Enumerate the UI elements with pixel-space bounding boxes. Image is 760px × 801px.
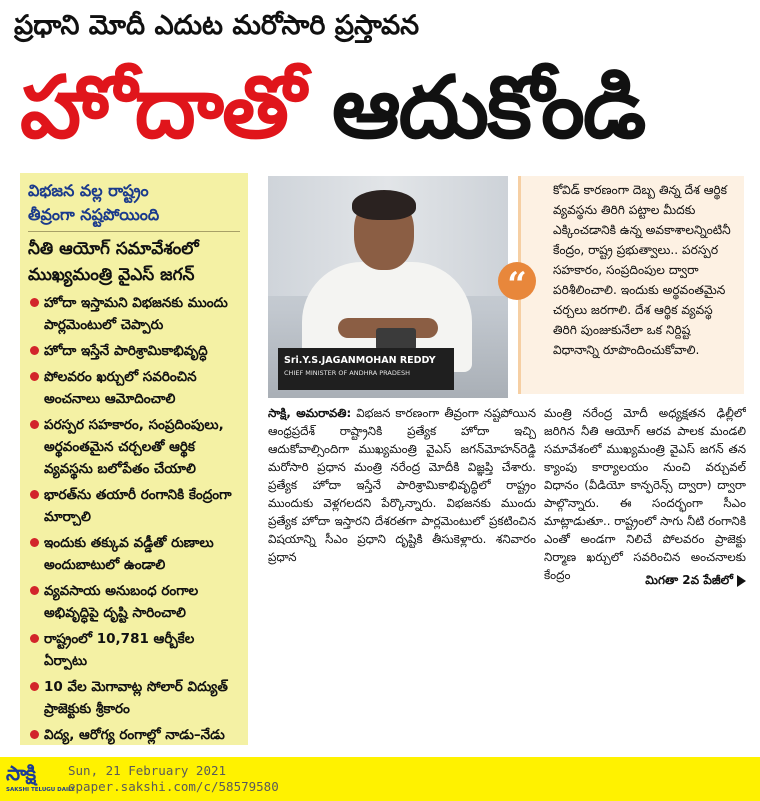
plaque-name: Sri.Y.S.JAGANMOHAN REDDY [284,355,436,366]
sidebar-subhead-2-line-2: ముఖ్యమంత్రి వైఎస్ జగన్ [28,265,195,285]
edition-date: Sun, 21 February 2021 [68,763,227,778]
highlight-item: 10 వేల మెగావాట్ల సోలార్ విద్యుత్ ప్రాజెక్టుకు శ్రీకారం [28,676,240,720]
continued-on-page-2[interactable] [620,570,746,590]
pull-quote-text: కోవిడ్ కారణంగా దెబ్బ తిన్న దేశ ఆర్థిక వ్యవస్థను తిరిగి పట్టాల మీదకు ఎక్కించడానికి ఉన్న అవకాశాలన్నింటినీ కేంద్రం, రాష్ట్ర ప్రభుత్వాలు.. పరస్పర సహకారం, సంప్రదింపుల ద్వారా పరిశీలించాలి. ఇందుకు అర్థవంతమైన చర్చలు జరగాలి. దేశ ఆర్థిక వ్యవస్థ తిరిగి పుంజుకునేలా ఒక నిర్దిష్ట విధానాన్ని రూపొందించుకోవాలి. [553,183,731,357]
quote-mark-icon: “ [498,262,536,300]
highlight-item: పరస్పర సహకారం, సంప్రదింపులు, అర్థవంతమైన చర్చలతో ఆర్థిక వ్యవస్థను బలోపేతం చేయాలి [28,414,240,480]
article-column-1-text: విభజన కారణంగా తీవ్రంగా నష్టపోయిన ఆంధ్రప్రదేశ్ రాష్ట్రానికి ప్రత్యేక హోదా ఇచ్చి ఆదుకోవాల్సిందిగా ముఖ్యమంత్రి వైఎస్ జగన్‌మోహన్‌రెడ్డి మరోసారి ప్రధాన మంత్రి నరేంద్ర మోదీకి విజ్ఞప్తి చేశారు. ప్రత్యేక హోదా ఇస్తేనే పారిశ్రామికాభివృద్ధిలో రాష్ట్రం ముందుకు వెళ్లగలదని పేర్కొన్నారు. విభజనకు ముందు ప్రత్యేక హోదా ఇస్తారని దేశరతగా పార్లమెంటులో ప్రకటించిన విషయాన్ని సీఎం ప్రధాని దృష్టికి తీసుకెళ్లారు. శనివారం ప్రధాన [268,406,536,564]
logo-text: సాక్షి [6,761,36,785]
photo-microphone [376,328,416,350]
article-column-1 [268,404,536,594]
sidebar-subhead-1-line-2: తీవ్రంగా నష్టపోయింది [28,205,160,224]
bullet-dot-icon [30,346,39,355]
bullet-dot-icon [30,586,39,595]
epaper-url[interactable]: epaper.sakshi.com/c/58579580 [68,779,279,794]
pull-quote [518,176,744,394]
kicker-headline: ప్రధాని మోదీ ఎదుట మరోసారి ప్రస్తావన [14,10,420,41]
bullet-dot-icon [30,490,39,499]
chief-minister-photo [268,176,508,398]
play-arrow-icon [737,575,746,587]
highlights-list [28,292,240,745]
sidebar-subhead-1-line-1: విభజన వల్ల రాష్ట్రం [28,181,149,200]
highlight-item: విద్య, ఆరోగ్య రంగాల్లో నాడు–నేడు [28,724,240,745]
highlight-item: పోలవరం ఖర్చులో సవరించిన అంచనాలు ఆమోదించాలి [28,366,240,410]
name-plaque [278,348,454,390]
highlight-item: హోదా ఇస్తేనే పారిశ్రామికాభివృద్ధి [28,340,240,362]
headline-black-part: ఆదుకోండి [331,58,645,158]
footer-meta [68,763,279,795]
highlight-item: భారత్‌ను తయారీ రంగానికి కేంద్రంగా మార్చాలి [28,484,240,528]
highlight-item: రాష్ట్రంలో 10,781 ఆర్బీకేల ఏర్పాటు [28,628,240,672]
bullet-dot-icon [30,634,39,643]
sidebar-subhead-2-line-1: నీతి ఆయోగ్ సమావేశంలో [28,239,199,259]
article-column-2 [544,404,746,594]
bullet-dot-icon [30,682,39,691]
plaque-title: CHIEF MINISTER OF ANDHRA PRADESH [284,369,410,377]
bullet-dot-icon [30,298,39,307]
bullet-dot-icon [30,538,39,547]
photo-person-hair [352,190,416,220]
highlight-item: హోదా ఇస్తామని విభజనకు ముందు పార్లమెంటులో చెప్పారు [28,292,240,336]
sakshi-logo[interactable] [6,760,75,798]
highlight-item: వ్యవసాయ అనుబంధ రంగాల అభివృద్ధిపై దృష్టి సారించాలి [28,580,240,624]
bullet-dot-icon [30,372,39,381]
article-dateline: సాక్షి, అమరావతి: [268,406,352,420]
continued-label: మిగతా 2వ పేజీలో [645,573,733,587]
article-column-2-text: మంత్రి నరేంద్ర మోదీ అధ్యక్షతన ఢిల్లీలో జరిగిన నీతి ఆయోగ్ ఆరవ పాలక మండలి సమావేశంలో ముఖ్యమంత్రి వైఎస్ జగన్ తన క్యాంపు కార్యాలయం నుంచి వర్చువల్ విధానం (వీడియో కాన్ఫరెన్స్ ద్వారా) ద్వారా పాల్గొన్నారు. ఈ సందర్భంగా సీఎం మాట్లాడుతూ.. రాష్ట్రంలో సాగు నీటి రంగానికి ఎంతో అండగా నిలిచే పోలవరం ప్రాజెక్టు నిర్మాణ ఖర్చులో సవరించిన అంచనాలకు కేంద్రం [544,406,746,582]
sidebar-divider [28,231,240,232]
epaper-footer [0,757,760,801]
highlight-item: ఇందుకు తక్కువ వడ్డీతో రుణాలు అందుబాటులో ఉండాలి [28,532,240,576]
main-headline [20,52,740,164]
headline-red-part: హోదాతో [20,58,304,158]
bullet-dot-icon [30,730,39,739]
highlights-sidebar [20,173,248,745]
logo-subtext: SAKSHI TELUGU DAILY [6,787,75,793]
bullet-dot-icon [30,420,39,429]
